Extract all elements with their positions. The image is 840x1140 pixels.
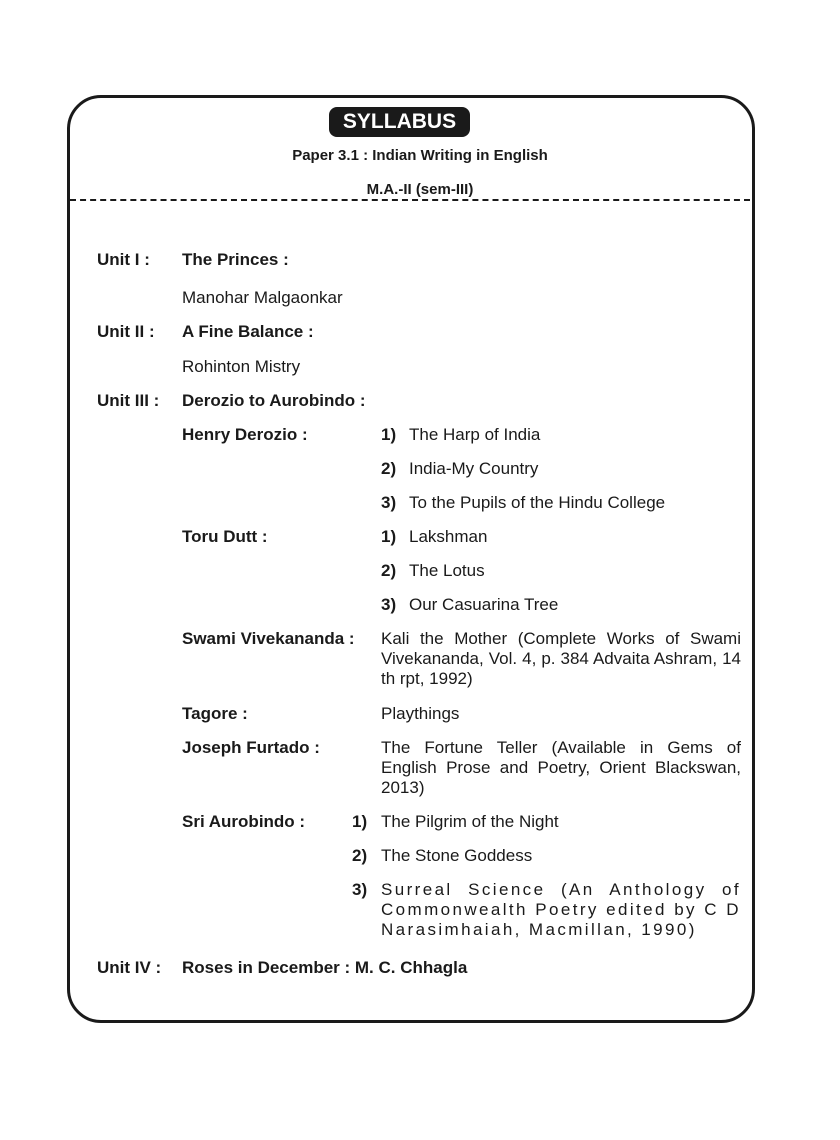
- unit-label: Unit II :: [97, 322, 155, 341]
- paper-title: Paper 3.1 : Indian Writing in English: [292, 147, 548, 164]
- poet-name: Joseph Furtado :: [182, 738, 320, 757]
- unit-label: Unit III :: [97, 391, 160, 410]
- poet-name: Sri Aurobindo :: [182, 812, 306, 831]
- poem-title: Lakshman: [409, 527, 488, 546]
- poem-title: The Pilgrim of the Night: [381, 812, 559, 831]
- item-number: 2): [352, 846, 368, 865]
- poet-name: Henry Derozio :: [182, 425, 308, 444]
- item-number: 1): [381, 527, 397, 546]
- poem-title: Surreal Science (An Anthology of Commonwealth Poetry edited by C D Narasimhaiah, Macmillan, 1990): [381, 880, 741, 939]
- unit-title: Roses in December : M. C. Chhagla: [182, 958, 468, 977]
- poem-title: The Lotus: [409, 561, 485, 580]
- unit-label: Unit I :: [97, 250, 150, 269]
- unit-author: Rohinton Mistry: [182, 357, 301, 376]
- dashed-divider: [70, 199, 750, 201]
- unit-label: Unit IV :: [97, 958, 162, 977]
- item-number: 2): [381, 561, 397, 580]
- unit-title: A Fine Balance :: [182, 322, 314, 341]
- poem-title: Kali the Mother (Complete Works of Swami Vivekananda, Vol. 4, p. 384 Advaita Ashram, 14 th rpt, 1992): [381, 629, 741, 688]
- poem-title: To the Pupils of the Hindu College: [409, 493, 666, 512]
- poem-title: The Stone Goddess: [381, 846, 533, 865]
- unit-title: The Princes :: [182, 250, 289, 269]
- poem-title: Playthings: [381, 704, 460, 723]
- poem-title: India-My Country: [409, 459, 539, 478]
- unit-title: Derozio to Aurobindo :: [182, 391, 366, 410]
- item-number: 3): [381, 595, 397, 614]
- poem-title: Our Casuarina Tree: [409, 595, 559, 614]
- course-title: M.A.-II (sem-III): [366, 181, 474, 198]
- poet-name: Tagore :: [182, 704, 248, 723]
- item-number: 1): [352, 812, 368, 831]
- item-number: 3): [381, 493, 397, 512]
- poem-title: The Fortune Teller (Available in Gems of English Prose and Poetry, Orient Blackswan, 2013): [381, 738, 741, 797]
- unit-author: Manohar Malgaonkar: [182, 288, 343, 307]
- poet-name: Swami Vivekananda :: [182, 629, 355, 648]
- poem-title: The Harp of India: [409, 425, 541, 444]
- syllabus-badge: SYLLABUS: [329, 107, 470, 137]
- item-number: 2): [381, 459, 397, 478]
- item-number: 1): [381, 425, 397, 444]
- poet-name: Toru Dutt :: [182, 527, 268, 546]
- item-number: 3): [352, 880, 368, 899]
